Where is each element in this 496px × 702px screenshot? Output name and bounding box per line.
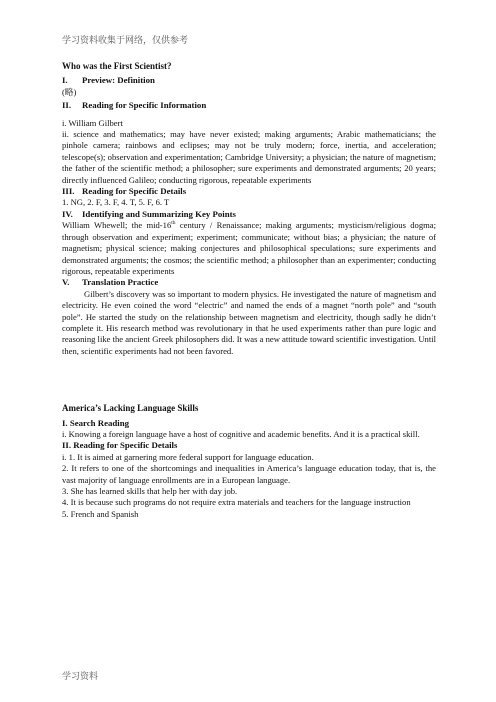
list-item: 5. French and Spanish (62, 508, 139, 519)
list-item: 4. It is because such programs do not require extra materials and teachers for the language instruction (62, 497, 411, 508)
list-item: i. 1. It is aimed at garnering more federal support for language education. (62, 451, 314, 462)
section-title: Reading for Specific Details (82, 186, 187, 197)
text-run: century / Renaissance; making arguments; mysticism/religious dogma; through observation and experiment; experiment; communicate; without bias; a physician; the nature of magnetism; physical science; making conjectures and philosophical speculations; sure experiments and demonstrated arguments; the cosmos; the scientific method; a philosopher than an experimenter; conducting rigorous, repeatable experiments (62, 220, 437, 276)
answer-paragraph: i. Knowing a foreign language have a host of cognitive and academic benefits. And it is a practical skill. (62, 428, 420, 439)
text-run: William Whewell; the mid-16 (62, 220, 172, 231)
section-number: I. (62, 75, 68, 86)
section-title: Translation Practice (82, 277, 159, 288)
section-number: II. (62, 100, 72, 111)
translation-paragraph: Gilbert’s discovery was so important to modern physics. He investigated the nature of magnetism and electricity. He even coined the word “electric” and named the ends of a magnet “north pole” and “south pole”. He started the study on the relationship between magnetism and electricity, though sadly he didn’t complete it. His research method was revolutionary in that he used experiments rather than pure logic and reasoning like the ancient Greek philosophers did. It was a new attitude toward scientific investigation. Until then, scientific experiments had not been favored. (62, 288, 436, 356)
section-heading (62, 186, 436, 197)
section-heading (62, 75, 436, 86)
answer-line: 1. NG, 2. F, 3. F, 4. T, 5. F, 6. T (62, 197, 170, 208)
section-heading: I. Search Reading (62, 417, 130, 428)
superscript: th (171, 220, 176, 227)
section-heading (62, 209, 436, 220)
list-item: 3. She has learned skills that help her with day job. (62, 486, 238, 496)
page-footer: 学习资料 (62, 672, 99, 682)
section-title: Identifying and Summarizing Key Points (82, 208, 236, 219)
section-heading (62, 100, 436, 111)
answer-paragraph: ii. science and mathematics; may have never existed; making arguments; Arabic mathematicians; the pinhole camera; rainbows and eclipses; may not be truly modern; force, inertia, and acceleration; telescope(s); observation and experimentation; Cambridge University; a physician; the nature of magnetism; the father of the scientific method; a philosopher; sure experiments and demonstrated arguments; 20 years; directly influenced Galileo; conducting rigorous, repeatable experiments (62, 129, 436, 185)
section-heading (62, 277, 436, 288)
document-body (62, 61, 436, 520)
section-number: V. (62, 277, 70, 288)
answer-paragraph (62, 220, 436, 277)
page-header: 学习资料收集于网络，仅供参考 (62, 36, 189, 46)
article-title: Who was the First Scientist? (62, 61, 172, 71)
answer-line: i. William Gilbert (62, 117, 123, 128)
section-number: III. (62, 186, 75, 197)
section-number: IV. (62, 208, 73, 219)
article-title: America’s Lacking Language Skills (62, 403, 199, 414)
list-item: 2. It refers to one of the shortcomings and inequalities in America’s language education today, that is, the vast majority of language enrollments are in a European language. (62, 463, 436, 485)
section-heading: II. Reading for Specific Details (62, 440, 178, 451)
section-text: (略) (62, 86, 77, 97)
section-title: Preview: Definition (82, 75, 155, 86)
section-title: Reading for Specific Information (82, 100, 207, 111)
